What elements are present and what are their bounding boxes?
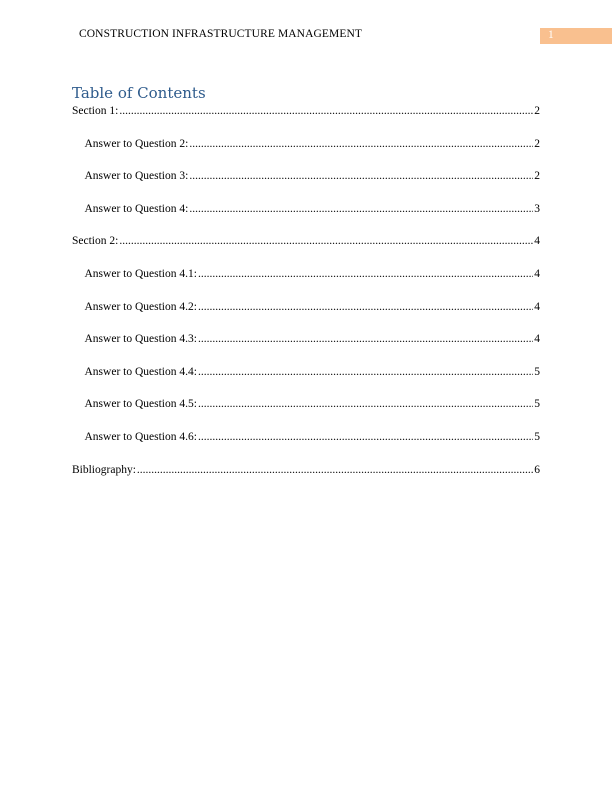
toc-entry-page: 4 xyxy=(534,300,540,313)
header-title: CONSTRUCTION INFRASTRUCTURE MANAGEMENT xyxy=(79,28,363,40)
toc-entry-text: Answer to Question 4.3: xyxy=(84,333,197,346)
toc-entry-page: 5 xyxy=(534,365,540,378)
toc-entry-answer-4-6[interactable] xyxy=(72,431,540,464)
dot-leader xyxy=(119,105,533,117)
toc-entry-page: 6 xyxy=(534,463,540,476)
toc-heading: Table of Contents xyxy=(72,84,206,102)
toc-entry-text: Answer to Question 4: xyxy=(84,202,189,215)
toc-entry-page: 4 xyxy=(534,235,540,248)
toc-entry-answer-4-5[interactable] xyxy=(72,398,540,431)
dot-leader xyxy=(198,333,533,345)
dot-leader xyxy=(137,464,533,476)
toc-entry-text: Answer to Question 4.6: xyxy=(84,430,197,443)
page-number: 1 xyxy=(548,29,554,41)
page-number-box xyxy=(540,28,612,44)
dot-leader xyxy=(119,235,533,247)
toc-entry-answer-4[interactable] xyxy=(72,203,540,236)
toc-entry-page: 5 xyxy=(534,398,540,411)
toc-entry-bibliography[interactable] xyxy=(72,464,540,497)
dot-leader xyxy=(189,203,533,215)
toc-entry-page: 4 xyxy=(534,333,540,346)
toc-entry-text: Answer to Question 3: xyxy=(84,170,189,183)
toc-entry-text: Answer to Question 2: xyxy=(84,137,189,150)
toc-entry-text: Section 2: xyxy=(72,235,119,248)
toc-entry-answer-4-4[interactable] xyxy=(72,366,540,399)
dot-leader xyxy=(198,398,533,410)
toc-entry-page: 5 xyxy=(534,430,540,443)
toc-entry-text: Answer to Question 4.2: xyxy=(84,300,197,313)
toc-entry-answer-2[interactable] xyxy=(72,138,540,171)
dot-leader xyxy=(198,268,533,280)
toc-entry-text: Bibliography: xyxy=(72,463,136,476)
toc-entry-page: 3 xyxy=(534,202,540,215)
toc-entry-page: 2 xyxy=(534,137,540,150)
dot-leader xyxy=(189,138,533,150)
dot-leader xyxy=(198,301,533,313)
toc-entry-page: 2 xyxy=(534,105,540,117)
toc-entry-text: Answer to Question 4.1: xyxy=(84,267,197,280)
toc-entry-text: Answer to Question 4.4: xyxy=(84,365,197,378)
toc-entry-answer-4-2[interactable] xyxy=(72,301,540,334)
toc-entry-page: 2 xyxy=(534,170,540,183)
toc-entry-section-1[interactable] xyxy=(72,105,540,138)
toc-entry-page: 4 xyxy=(534,267,540,280)
toc-entry-section-2[interactable] xyxy=(72,235,540,268)
dot-leader xyxy=(189,170,533,182)
dot-leader xyxy=(198,431,533,443)
dot-leader xyxy=(198,366,533,378)
toc-entry-text: Answer to Question 4.5: xyxy=(84,398,197,411)
toc-entry-answer-4-3[interactable] xyxy=(72,333,540,366)
toc-entry-answer-3[interactable] xyxy=(72,170,540,203)
toc-entry-answer-4-1[interactable] xyxy=(72,268,540,301)
toc-entry-text: Section 1: xyxy=(72,105,119,117)
toc-list xyxy=(72,105,540,496)
